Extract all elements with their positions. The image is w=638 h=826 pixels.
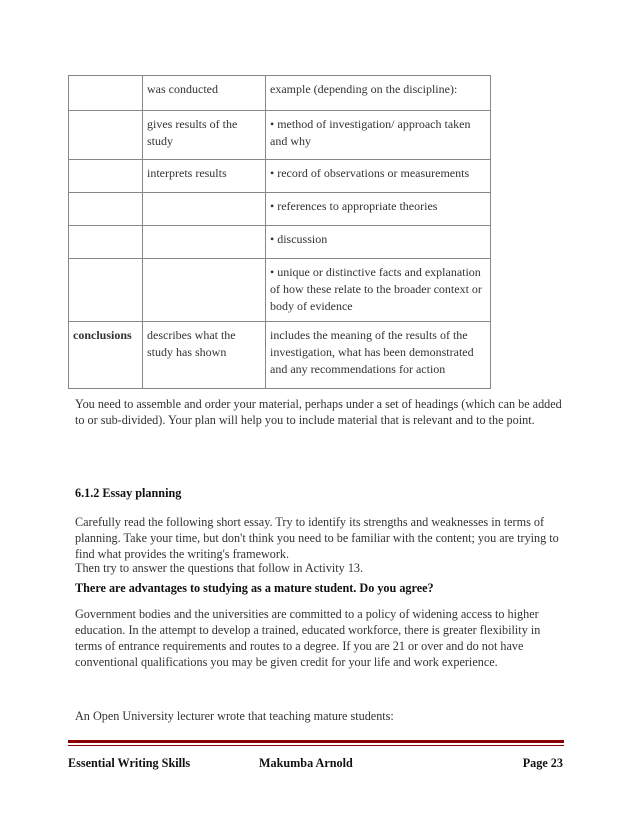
table-cell: example (depending on the discipline): (266, 76, 491, 111)
table-cell (143, 193, 266, 226)
table-row (69, 111, 491, 160)
table-cell: • record of observations or measurements (266, 160, 491, 193)
table-row (69, 193, 491, 226)
body-paragraph: You need to assemble and order your material, perhaps under a set of headings (which can be added to or sub-divided). Your plan will help you to include material that is relevant and to the point. (75, 397, 562, 427)
body-paragraph: Carefully read the following short essay. Try to identify its strengths and weaknesses in terms of planning. Take your time, but don't think you need to be familiar with the content; you are trying to find what provides the writing's framework. (75, 515, 559, 561)
table-cell (69, 193, 143, 226)
footer-rule-thin (68, 745, 564, 746)
table-cell (69, 259, 143, 322)
body-paragraph: Then try to answer the questions that follow in Activity 13. (75, 561, 364, 575)
table-cell: describes what the study has shown (143, 322, 266, 389)
table-cell (143, 259, 266, 322)
table-cell: • references to appropriate theories (266, 193, 491, 226)
table-cell: • method of investigation/ approach taken and why (266, 111, 491, 160)
report-structure-table (68, 75, 491, 389)
footer-rule (68, 740, 564, 743)
table-row (69, 76, 491, 111)
section-heading: 6.1.2 Essay planning (75, 486, 182, 500)
footer-author: Makumba Arnold (259, 756, 353, 770)
table-cell: interprets results (143, 160, 266, 193)
table-cell: • discussion (266, 226, 491, 259)
table-cell: was conducted (143, 76, 266, 111)
page-number: Page 23 (522, 756, 563, 770)
table-row (69, 259, 491, 322)
essay-title: There are advantages to studying as a mature student. Do you agree? (75, 581, 434, 595)
table-cell: gives results of the study (143, 111, 266, 160)
table-cell (69, 160, 143, 193)
table-row (69, 322, 491, 389)
table-row (69, 226, 491, 259)
body-paragraph: An Open University lecturer wrote that teaching mature students: (75, 709, 394, 723)
table-row (69, 160, 491, 193)
table-cell: • unique or distinctive facts and explanation of how these relate to the broader context or body of evidence (266, 259, 491, 322)
table-cell (143, 226, 266, 259)
body-paragraph: Government bodies and the universities are committed to a policy of widening access to higher education. In the attempt to develop a trained, educated workforce, there is greater flexibility in terms of entrance requirements and routes to a degree. If you are 21 or over and do not have conventional qualifications you may be given credit for your life and work experience. (75, 607, 541, 669)
footer-title: Essential Writing Skills (68, 756, 191, 770)
table-cell (69, 76, 143, 111)
table-cell: includes the meaning of the results of the investigation, what has been demonstrated and any recommendations for action (266, 322, 491, 389)
table-cell (69, 226, 143, 259)
table-cell (69, 111, 143, 160)
table-cell: conclusions (69, 322, 143, 389)
